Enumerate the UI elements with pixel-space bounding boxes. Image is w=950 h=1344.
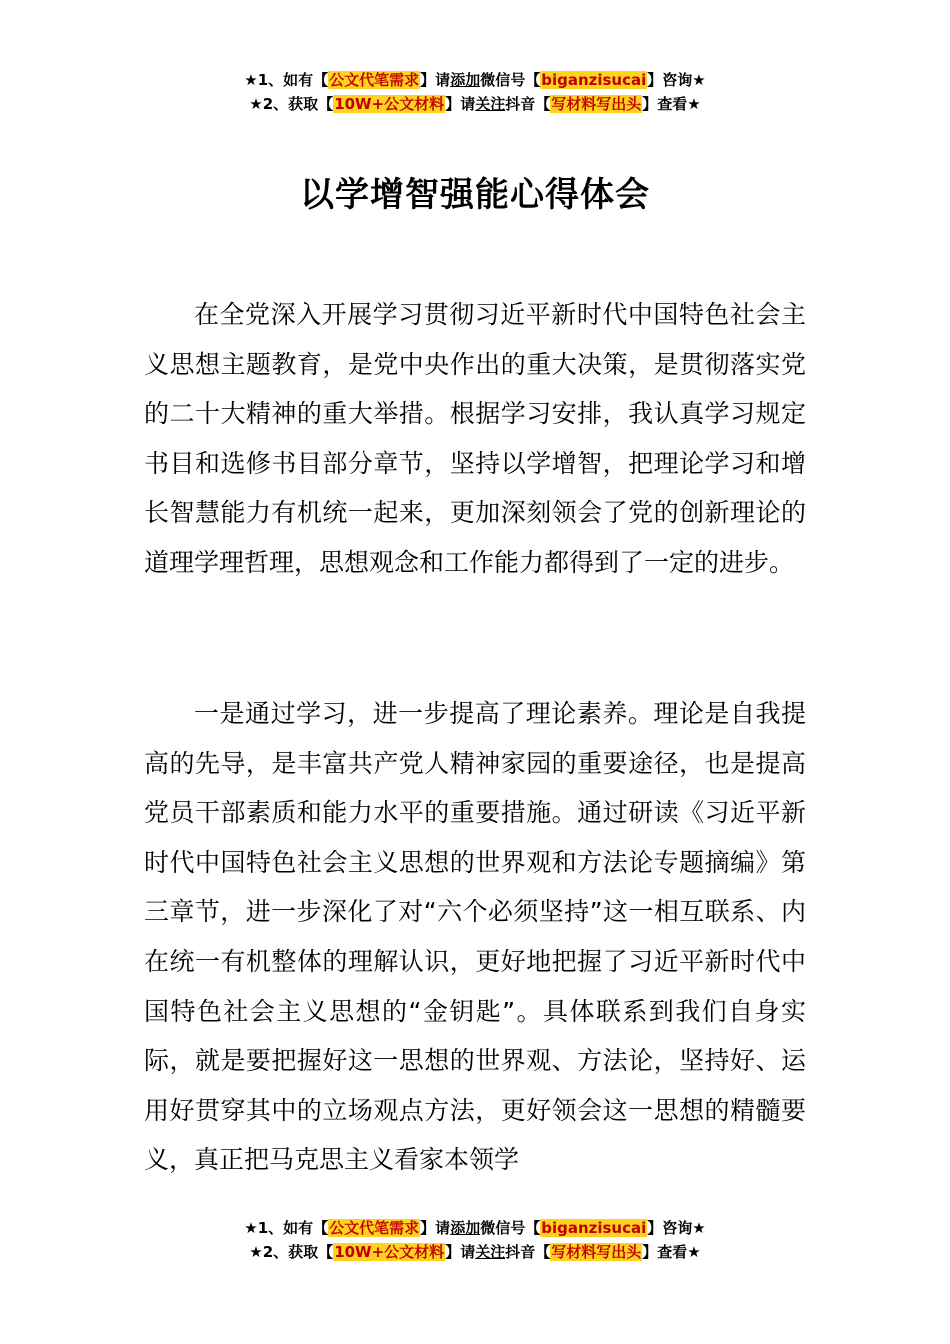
header-line2-prefix: ★2、获取【 bbox=[249, 95, 334, 113]
footer-line2-highlight-materials: 10W+公文材料 bbox=[334, 1243, 445, 1261]
footer-line1-highlight-wechat: biganzisucai bbox=[541, 1219, 647, 1237]
footer-banner-line-2 bbox=[0, 1240, 950, 1264]
header-line1-mid: 】请 bbox=[420, 71, 451, 89]
header-line1-underlined: 添加 bbox=[450, 71, 481, 89]
header-line2-highlight-douyin: 写材料写出头 bbox=[551, 95, 642, 113]
footer-line1-prefix: ★1、如有【 bbox=[244, 1219, 329, 1237]
footer-line2-highlight-douyin: 写材料写出头 bbox=[551, 1243, 642, 1261]
header-line1-prefix: ★1、如有【 bbox=[244, 71, 329, 89]
header-line1-suffix: 】咨询★ bbox=[647, 71, 706, 89]
header-line2-suffix: 】查看★ bbox=[642, 95, 701, 113]
footer-banner-line-1 bbox=[0, 1216, 950, 1240]
header-banner-line-1 bbox=[0, 68, 950, 92]
footer-line1-mid: 】请 bbox=[420, 1219, 451, 1237]
footer-line1-suffix: 】咨询★ bbox=[647, 1219, 706, 1237]
paragraph-point-one: 一是通过学习，进一步提高了理论素养。理论是自我提高的先导，是丰富共产党人精神家园的重要途径，也是提高党员干部素质和能力水平的重要措施。通过研读《习近平新时代中国特色社会主义思想的世界观和方法论专题摘编》第三章节，进一步深化了对“六个必须坚持”这一相互联系、内在统一有机整体的理解认识，更好地把握了习近平新时代中国特色社会主义思想的“金钥匙”。具体联系到我们自身实际，就是要把握好这一思想的世界观、方法论，坚持好、运用好贯穿其中的立场观点方法，更好领会这一思想的精髓要义，真正把马克思主义看家本领学 bbox=[144, 699, 806, 1175]
footer-line2-underlined: 关注 bbox=[475, 1243, 506, 1261]
header-line2-mid2: 抖音【 bbox=[505, 95, 551, 113]
footer-line2-suffix: 】查看★ bbox=[642, 1243, 701, 1261]
header-line1-mid2: 微信号【 bbox=[480, 71, 541, 89]
footer-line1-underlined: 添加 bbox=[450, 1219, 481, 1237]
footer-line2-prefix: ★2、获取【 bbox=[249, 1243, 334, 1261]
document-title: 以学增智强能心得体会 bbox=[300, 174, 650, 215]
footer-line2-mid2: 抖音【 bbox=[505, 1243, 551, 1261]
header-line2-highlight-materials: 10W+公文材料 bbox=[334, 95, 445, 113]
footer-line1-highlight-service: 公文代笔需求 bbox=[329, 1219, 420, 1237]
header-banner bbox=[0, 68, 950, 116]
header-banner-line-2 bbox=[0, 92, 950, 116]
footer-banner bbox=[0, 1216, 950, 1264]
header-line2-underlined: 关注 bbox=[475, 95, 506, 113]
header-line1-highlight-wechat: biganzisucai bbox=[541, 71, 647, 89]
header-line2-mid: 】请 bbox=[445, 95, 476, 113]
header-line1-highlight-service: 公文代笔需求 bbox=[329, 71, 420, 89]
footer-line2-mid: 】请 bbox=[445, 1243, 476, 1261]
footer-line1-mid2: 微信号【 bbox=[480, 1219, 541, 1237]
paragraph-intro: 在全党深入开展学习贯彻习近平新时代中国特色社会主义思想主题教育，是党中央作出的重大决策，是贯彻落实党的二十大精神的重大举措。根据学习安排，我认真学习规定书目和选修书目部分章节，坚持以学增智，把理论学习和增长智慧能力有机统一起来，更加深刻领会了党的创新理论的道理学理哲理，思想观念和工作能力都得到了一定的进步。 bbox=[144, 300, 806, 577]
